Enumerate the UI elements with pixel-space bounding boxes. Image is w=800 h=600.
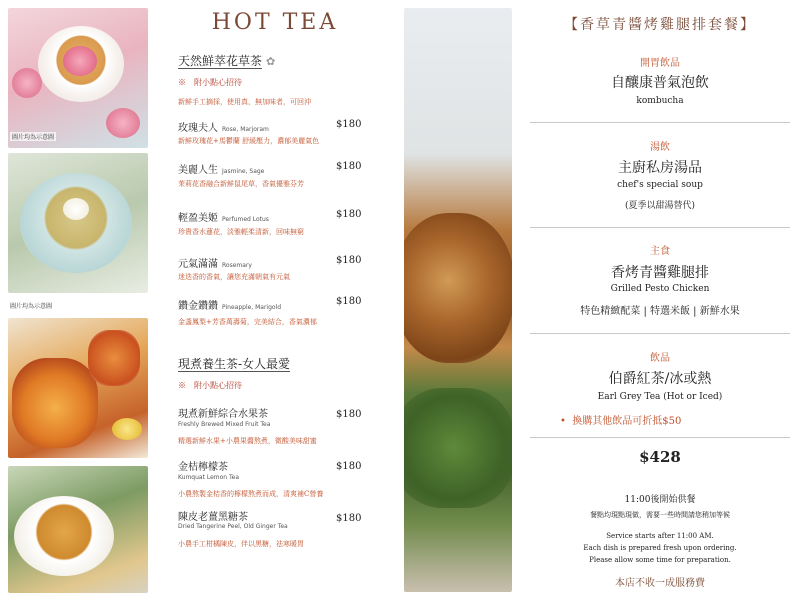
divider <box>530 122 790 123</box>
service-note-en: Each dish is prepared fresh upon ordering. <box>583 544 737 552</box>
menu-item: 金桔檸檬茶 <box>178 462 228 473</box>
course-extra: • 換購其他飲品可折抵$50 <box>560 416 682 427</box>
bullet-icon: • <box>560 416 573 427</box>
set-price: $428 <box>639 448 681 466</box>
item-price: $180 <box>336 513 362 524</box>
course-extra: (夏季以甜湯替代) <box>624 201 696 211</box>
divider <box>530 227 790 228</box>
item-description: 茉莉花香融合新鮮鼠尾草，香氣優雅芬芳 <box>178 180 304 188</box>
item-description: 珍貴香水蓮花，淡雅輕柔清新，回味無窮 <box>178 228 304 236</box>
jasmine-tea-photo <box>8 153 148 293</box>
item-price: $180 <box>336 255 362 266</box>
item-price: $180 <box>336 119 362 130</box>
item-description: 精選新鮮水果+小農果醬熬煮，微酸美味甜蜜 <box>178 437 317 445</box>
course-name: 香烤青醬雞腿排 <box>611 265 709 281</box>
item-description: 新鮮玫瑰花+馬鬱蘭 舒緩壓力，濃郁美麗氣色 <box>178 137 320 145</box>
menu-item: 鑽金鑽鑽 Pineapple, Marigold <box>178 301 282 312</box>
photo-caption: 圖片均為示意圖 <box>12 134 55 141</box>
divider <box>530 437 790 438</box>
item-english: Dried Tangerine Peel, Old Ginger Tea <box>178 523 288 530</box>
service-note-en: Please allow some time for preparation. <box>589 556 731 564</box>
item-description: 小農手工柑橘陳皮，伴以黑糖，祛寒暖胃 <box>178 540 304 548</box>
flower-icon: ✿ <box>266 55 276 68</box>
section1-note: ※ 附小點心招待 <box>178 78 242 87</box>
photo-caption: 圖片均為示意圖 <box>10 303 53 310</box>
menu-item: 美麗人生 Jasmine, Sage <box>178 165 265 176</box>
course-label: 主食 <box>650 246 670 257</box>
menu-item: 現煮新鮮綜合水果茶 <box>178 409 268 420</box>
item-description: 迷迭香的香氣，讓您充滿朝氣有元氣 <box>178 273 290 281</box>
chicken-meal-photo <box>404 8 512 592</box>
item-description: 金盞鳳梨+芳香萬壽菊，完美結合，香氣濃郁 <box>178 318 317 326</box>
course-name: 伯爵紅茶/冰或熱 <box>608 371 712 387</box>
rose-tea-photo <box>8 8 148 148</box>
course-english: kombucha <box>636 96 684 106</box>
course-name: 主廚私房湯品 <box>618 160 702 176</box>
course-label: 開胃飲品 <box>640 58 680 69</box>
section1-heading: 天然鮮萃花草茶 ✿ <box>178 54 276 68</box>
menu-item: 玫瑰夫人 Rose, Marjoram <box>178 123 269 134</box>
course-name: 自釀康普氣泡飲 <box>611 75 709 91</box>
course-label: 湯飲 <box>650 142 670 153</box>
set-meal-title: 【香草青醬烤雞腿排套餐】 <box>564 17 756 33</box>
footer-note: 本店不收一成服務費 <box>615 578 705 589</box>
menu-item: 元氣滿滿 Rosemary <box>178 259 252 270</box>
divider <box>530 333 790 334</box>
item-price: $180 <box>336 161 362 172</box>
item-english: Freshly Brewed Mixed Fruit Tea <box>178 421 271 428</box>
menu-item: 輕盈美姬 Perfumed Lotus <box>178 213 269 224</box>
hot-tea-title: HOT TEA <box>211 10 339 35</box>
service-note: 餐點均現點現做，需要一些時間請您稍加等候 <box>590 511 730 519</box>
course-extra: 特色精緻配菜 | 特選米飯 | 新鮮水果 <box>580 306 740 317</box>
service-note-en: Service starts after 11:00 AM. <box>606 532 714 540</box>
course-english: Earl Grey Tea (Hot or Iced) <box>597 392 723 402</box>
course-label: 飲品 <box>650 353 670 364</box>
item-price: $180 <box>336 409 362 420</box>
section2-heading: 現煮養生茶-女人最愛 <box>178 357 291 371</box>
item-description: 小農熬製金桔香的檸檬熬煮而成，清爽補C營養 <box>178 490 324 498</box>
item-price: $180 <box>336 209 362 220</box>
item-price: $180 <box>336 461 362 472</box>
menu-item: 陳皮老薑黑糖茶 <box>178 512 248 523</box>
fruit-tea-photo <box>8 318 148 458</box>
item-english: Kumquat Lemon Tea <box>178 474 239 481</box>
item-price: $180 <box>336 296 362 307</box>
course-english: chef's special soup <box>617 180 703 190</box>
course-english: Grilled Pesto Chicken <box>610 284 710 294</box>
section2-note: ※ 附小點心招待 <box>178 381 242 390</box>
service-time: 11:00後開始供餐 <box>624 495 696 505</box>
ginger-tea-photo <box>8 466 148 593</box>
section1-intro: 新鮮手工摘採，使用真，無加味者，可回沖 <box>178 98 311 106</box>
